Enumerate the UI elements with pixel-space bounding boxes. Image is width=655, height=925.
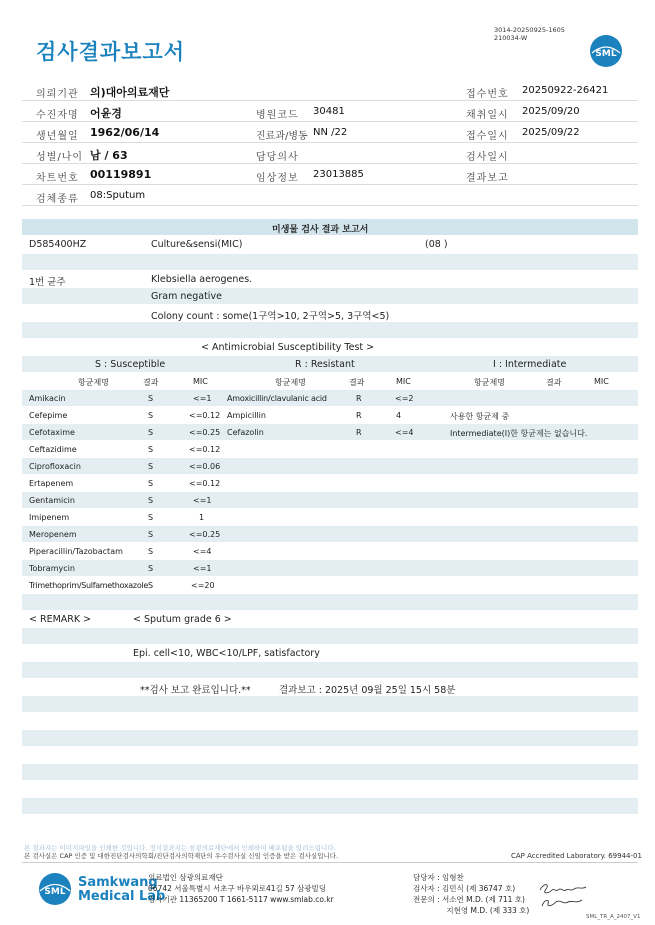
- staff-line2: 검사자 : 김민식 (제 36747 호): [413, 884, 516, 893]
- col-header-mic: MIC: [193, 377, 208, 386]
- birth-label: 생년월일: [36, 131, 79, 142]
- staff-line1: 담당자 : 임형찬: [413, 873, 464, 882]
- drug-result: R: [356, 394, 362, 403]
- document-id: [494, 26, 565, 42]
- drug-mic: <=1: [193, 394, 212, 403]
- drug-mic: <=0.12: [189, 445, 221, 454]
- band-row: [22, 390, 638, 406]
- ast-title: < Antimicrobial Susceptibility Test >: [201, 342, 375, 353]
- report-section-title: 미생물 검사 결과 보고서: [272, 225, 369, 235]
- staff-list: [413, 872, 529, 916]
- intermediate-note-1: 사용한 항균제 중: [450, 412, 510, 421]
- receipt-no-value: 20250922-26421: [522, 85, 609, 96]
- hospital-code-value: 30481: [313, 106, 345, 117]
- sml-logo-text: SML: [595, 49, 617, 59]
- drug-mic: <=0.25: [189, 428, 221, 437]
- drug-result: S: [148, 445, 154, 454]
- staff-line3: 전문의 : 서소연 M.D. (제 711 호): [413, 895, 525, 904]
- col-header-result: 결과: [546, 378, 562, 387]
- drug-mic: <=4: [395, 428, 414, 437]
- info-row-sex-age: [22, 143, 638, 164]
- remark-label: < REMARK >: [29, 614, 92, 625]
- band-row: [22, 594, 638, 610]
- drug-name: Gentamicin: [29, 496, 75, 505]
- report-complete: **검사 보고 완료입니다.**: [140, 685, 251, 696]
- drug-result: S: [148, 394, 154, 403]
- receipt-date-label: 접수일시: [466, 131, 509, 142]
- drug-name: Cefepime: [29, 411, 68, 420]
- colony-count: Colony count : some(1구역>10, 2구역>5, 3구역<5): [151, 311, 390, 322]
- drug-result: S: [148, 462, 154, 471]
- drug-mic: <=0.12: [189, 479, 221, 488]
- drug-name: Cefazolin: [227, 428, 264, 437]
- receipt-date-value: 2025/09/22: [522, 127, 580, 138]
- drug-result: S: [148, 411, 154, 420]
- band-row: [22, 492, 638, 508]
- band-row: [22, 628, 638, 644]
- band-row: [22, 798, 638, 814]
- drug-name: Tobramycin: [29, 564, 75, 573]
- drug-name: Piperacillin/Tazobactam: [29, 547, 123, 556]
- drug-mic: <=1: [193, 564, 212, 573]
- clinical-value: 23013885: [313, 169, 364, 180]
- band-row: [22, 322, 638, 338]
- patient-label: 수진자명: [36, 110, 79, 121]
- brand-name-line1: Samkwang: [78, 875, 158, 890]
- cap-accreditation: CAP Accredited Laboratory. 69944-01: [511, 852, 642, 860]
- intermediate-note-2: Intermediate(I)한 항균제는 없습니다.: [450, 429, 588, 438]
- organism-label: 1번 균주: [29, 277, 66, 288]
- specimen-label: 검체종류: [36, 194, 79, 205]
- signature-icon: [538, 880, 592, 910]
- drug-result: S: [148, 547, 154, 556]
- info-row-birth: [22, 122, 638, 143]
- drug-name: Ceftazidime: [29, 445, 77, 454]
- test-name: Culture&sensi(MIC): [151, 239, 243, 250]
- band-row: [22, 764, 638, 780]
- band-row: [22, 526, 638, 542]
- test-date-label: 검사일시: [466, 152, 509, 163]
- drug-mic: <=1: [193, 496, 212, 505]
- lab-address-line2: 06742 서울특별시 서초구 바우뫼로41길 57 삼광빌딩: [148, 884, 327, 893]
- drug-result: R: [356, 428, 362, 437]
- sex-age-value: 남 / 63: [90, 149, 128, 162]
- drug-result: S: [148, 513, 154, 522]
- specimen-value: 08:Sputum: [90, 190, 146, 201]
- institution-value: 의)대아의료재단: [90, 86, 170, 99]
- band-row: [22, 730, 638, 746]
- drug-result: R: [356, 411, 362, 420]
- drug-result: S: [148, 428, 154, 437]
- collect-date-label: 채취일시: [466, 110, 509, 121]
- footer-divider: [22, 862, 638, 863]
- drug-mic: <=0.12: [189, 411, 221, 420]
- drug-mic: 1: [199, 513, 205, 522]
- lab-address-line1: 의료법인 삼광의료재단: [148, 873, 223, 882]
- institution-label: 의뢰기관: [36, 89, 79, 100]
- sex-age-label: 성별/나이: [36, 152, 84, 163]
- document-id-line1: 3014-20250925-1605: [494, 26, 565, 34]
- info-row-specimen: [22, 185, 638, 206]
- band-row: [22, 254, 638, 270]
- drug-result: S: [148, 581, 154, 590]
- col-header-result: 결과: [349, 378, 365, 387]
- band-row: [22, 458, 638, 474]
- hospital-code-label: 병원코드: [256, 110, 299, 121]
- patient-value: 어윤경: [90, 107, 122, 120]
- legend-resistant: R : Resistant: [295, 359, 355, 370]
- remark-grade: < Sputum grade 6 >: [133, 614, 232, 625]
- drug-name: Ampicillin: [227, 411, 266, 420]
- band-row: [22, 560, 638, 576]
- report-time: 결과보고 : 2025년 09월 25일 15시 58분: [279, 685, 456, 696]
- footer-note-cert: 본 검사실은 CAP 인증 및 대한진단검사의학회/진단검사의학재단의 우수검사실 신임 인증을 받은 검사실입니다.: [24, 852, 339, 860]
- samkwang-logo-text: SML: [44, 887, 66, 897]
- doctor-label: 담당의사: [256, 152, 299, 163]
- band-row: [22, 696, 638, 712]
- band-row: [22, 288, 638, 304]
- drug-name: Meropenem: [29, 530, 77, 539]
- drug-name: Ciprofloxacin: [29, 462, 81, 471]
- drug-mic: 4: [396, 411, 402, 420]
- chart-label: 차트번호: [36, 173, 79, 184]
- drug-result: S: [148, 530, 154, 539]
- clinical-label: 임상정보: [256, 173, 299, 184]
- col-header-mic: MIC: [396, 377, 411, 386]
- footer-note-print: 본 결과지는 이미지파일을 인쇄한 것입니다. 정식결과지는 삼광의료재단에서 인쇄하여 배포됨을 알려드립니다.: [24, 844, 336, 852]
- chart-value: 00119891: [90, 168, 152, 181]
- info-row-chart: [22, 164, 638, 185]
- sml-logo-icon: [588, 33, 624, 69]
- page-title: 검사결과보고서: [36, 40, 186, 64]
- samkwang-logo-icon: [36, 872, 74, 906]
- drug-name: Amikacin: [29, 394, 66, 403]
- brand-name-line2: Medical Lab: [78, 889, 166, 904]
- drug-name: Amoxicillin/clavulanic acid: [227, 394, 327, 403]
- legend-intermediate: I : Intermediate: [493, 359, 567, 370]
- lab-address-line3: 검사기관 11365200 T 1661-5117 www.smlab.co.kr: [148, 895, 334, 904]
- drug-mic: <=0.06: [189, 462, 221, 471]
- dept-label: 진료과/병동: [256, 131, 308, 142]
- drug-name: Ertapenem: [29, 479, 74, 488]
- dept-value: NN /22: [313, 127, 348, 138]
- footer-notes: [24, 844, 338, 860]
- col-header-result: 결과: [143, 378, 159, 387]
- drug-name: Trimethoprim/Sulfamethoxazole: [29, 581, 148, 590]
- report-label: 결과보고: [466, 173, 509, 184]
- drug-name: Cefotaxime: [29, 428, 75, 437]
- legend-susceptible: S : Susceptible: [95, 359, 166, 370]
- drug-mic: <=4: [193, 547, 212, 556]
- staff-line4: 지현영 M.D. (제 333 호): [413, 906, 530, 915]
- receipt-no-label: 접수번호: [466, 89, 509, 100]
- test-code: D585400HZ: [29, 239, 87, 250]
- collect-date-value: 2025/09/20: [522, 106, 580, 117]
- drug-result: S: [148, 564, 154, 573]
- drug-mic: <=2: [395, 394, 414, 403]
- col-header-drug: 항균제명: [474, 378, 505, 387]
- remark-detail: Epi. cell<10, WBC<10/LPF, satisfactory: [133, 648, 320, 659]
- document-id-line2: 210034-W: [494, 34, 528, 42]
- drug-result: S: [148, 479, 154, 488]
- form-code: SML_TR_A_2407_V1: [586, 914, 641, 920]
- test-code-number: (08 ): [425, 239, 448, 250]
- drug-mic: <=20: [191, 581, 215, 590]
- birth-value: 1962/06/14: [90, 126, 160, 139]
- col-header-drug: 항균제명: [78, 378, 109, 387]
- gram-stain: Gram negative: [151, 291, 222, 302]
- info-row-patient: [22, 101, 638, 122]
- col-header-mic: MIC: [594, 377, 609, 386]
- organism-name: Klebsiella aerogenes.: [151, 274, 253, 285]
- info-row-institution: [22, 80, 638, 101]
- col-header-drug: 항균제명: [275, 378, 306, 387]
- drug-mic: <=0.25: [189, 530, 221, 539]
- lab-address: [148, 872, 334, 905]
- drug-result: S: [148, 496, 154, 505]
- drug-name: Imipenem: [29, 513, 70, 522]
- band-row: [22, 662, 638, 678]
